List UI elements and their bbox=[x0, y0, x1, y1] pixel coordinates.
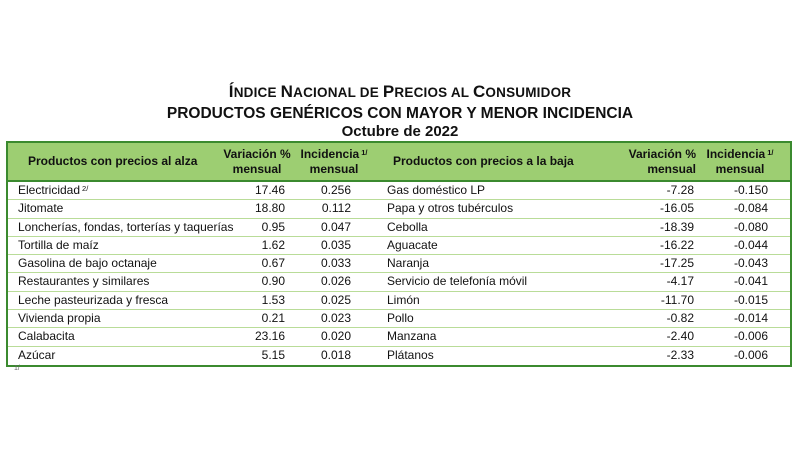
header-rising-products: Productos con precios al alza bbox=[28, 154, 198, 168]
table-row: Vivienda propia 0.21 0.023 Pollo -0.82 -0.014 bbox=[8, 310, 790, 328]
table-row: Leche pasteurizada y fresca 1.53 0.025 Limón -11.70 -0.015 bbox=[8, 292, 790, 310]
header-variation-rising: Variación % mensual bbox=[223, 146, 291, 176]
report-subtitle: PRODUCTOS GENÉRICOS CON MAYOR Y MENOR INCIDENCIA bbox=[166, 105, 634, 122]
header-falling-products: Productos con precios a la baja bbox=[393, 154, 574, 168]
table-header bbox=[8, 143, 790, 182]
table-row: Gasolina de bajo octanaje 0.67 0.033 Naranja -17.25 -0.043 bbox=[8, 255, 790, 273]
table-body bbox=[8, 182, 790, 365]
table-row: Calabacita 23.16 0.020 Manzana -2.40 -0.006 bbox=[8, 328, 790, 346]
table-row: Azúcar 5.15 0.018 Plátanos -2.33 -0.006 bbox=[18, 347, 768, 362]
header-variation-falling: Variación % mensual bbox=[628, 146, 696, 176]
table-row: Tortilla de maíz 1.62 0.035 Aguacate -16.22 -0.044 bbox=[8, 237, 790, 255]
table-row: Electricidad $^{2/}$ 17.46 0.256 Gas doméstico LP -7.28 -0.150 bbox=[8, 182, 790, 200]
incidence-table bbox=[6, 141, 792, 367]
table-row: Loncherías, fondas, torterías y taquerías 0.95 0.047 Cebolla -18.39 -0.080 bbox=[8, 219, 790, 237]
header-incidence-falling: Incidencia $^{1/}$ mensual bbox=[706, 146, 774, 176]
report-title-block bbox=[0, 82, 800, 140]
report-period: Octubre de 2022 bbox=[341, 123, 459, 140]
footnote-marker: 1/ bbox=[14, 365, 20, 372]
table-row: Jitomate 18.80 0.112 Papa y otros tubérculos -16.05 -0.084 bbox=[8, 200, 790, 218]
header-incidence-rising: Incidencia $^{1/}$ mensual bbox=[300, 146, 368, 176]
table-row: Restaurantes y similares 0.90 0.026 Servicio de telefonía móvil -4.17 -0.041 bbox=[8, 273, 790, 291]
report-title: ÍNDICE NACIONAL DE PRECIOS AL CONSUMIDOR bbox=[228, 82, 572, 101]
